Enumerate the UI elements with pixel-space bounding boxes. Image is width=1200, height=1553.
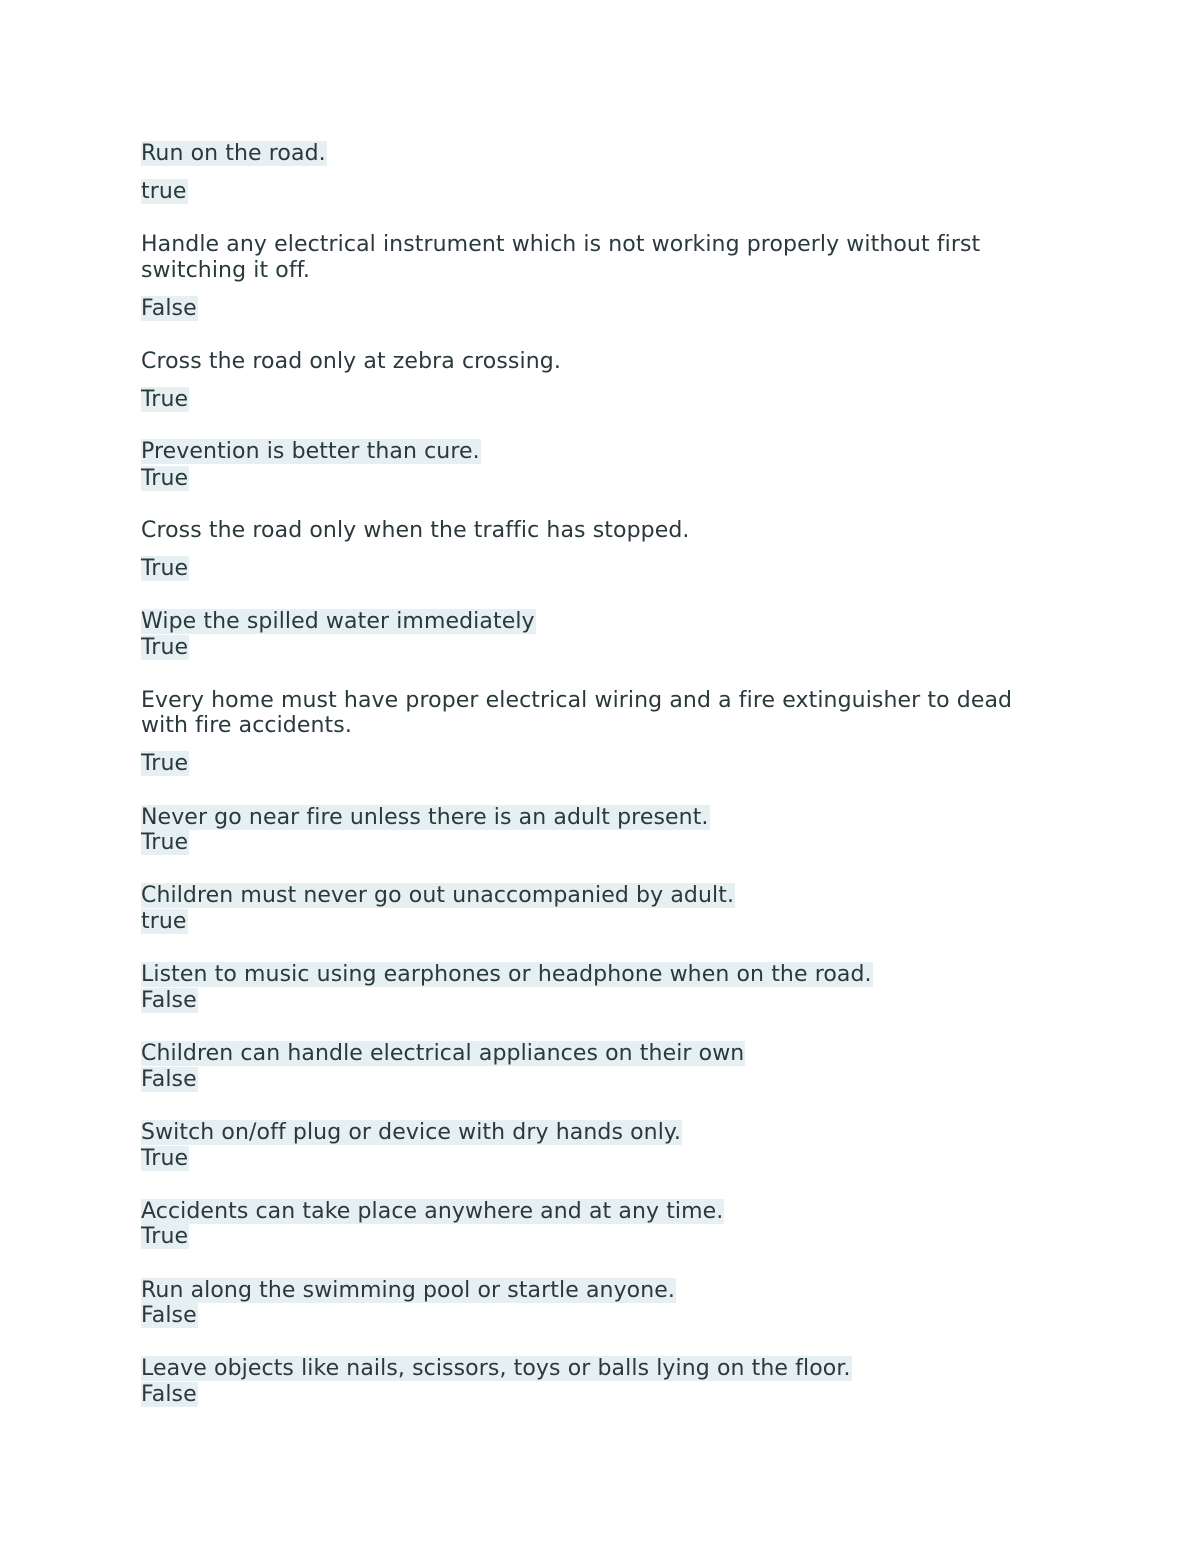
- answer-highlight: True: [141, 387, 189, 412]
- statement-text: Handle any electrical instrument which is not working properly without first: [141, 232, 981, 257]
- answer-text: [141, 635, 189, 661]
- answer-highlight: False: [141, 988, 197, 1013]
- answer-highlight: True: [141, 635, 189, 660]
- statement-highlight: Children can handle electrical appliances on their own: [141, 1041, 745, 1066]
- statement-highlight: Prevention is better than cure.: [141, 439, 480, 464]
- answer-text: [141, 1382, 198, 1408]
- statement-text: Cross the road only at zebra crossing.: [141, 349, 561, 374]
- statement-highlight: Listen to music using earphones or headphone when on the road.: [141, 962, 872, 987]
- statement-text: [141, 1041, 745, 1067]
- statement-text: [141, 1356, 852, 1382]
- answer-text: [141, 751, 189, 777]
- statement-highlight: Run on the road.: [141, 141, 326, 166]
- answer-text: [141, 1067, 198, 1093]
- statement-highlight: Switch on/off plug or device with dry hands only.: [141, 1120, 681, 1145]
- statement-text: [141, 141, 327, 167]
- answer-highlight: True: [141, 751, 189, 776]
- statement-text-continued: switching it off.: [141, 258, 311, 283]
- answer-highlight: True: [141, 466, 189, 491]
- statement-highlight: Leave objects like nails, scissors, toys or balls lying on the floor.: [141, 1356, 851, 1381]
- answer-highlight: True: [141, 556, 189, 581]
- statement-text: [141, 962, 873, 988]
- answer-highlight: True: [141, 830, 189, 855]
- answer-highlight: False: [141, 1382, 197, 1407]
- statement-highlight: Wipe the spilled water immediately: [141, 609, 535, 634]
- answer-text: [141, 466, 189, 492]
- answer-text: [141, 556, 189, 582]
- answer-text: [141, 1303, 198, 1329]
- answer-highlight: True: [141, 1224, 189, 1249]
- answer-highlight: true: [141, 909, 187, 934]
- statement-text: [141, 609, 536, 635]
- statement-text: [141, 1120, 682, 1146]
- answer-highlight: True: [141, 1146, 189, 1171]
- statement-highlight: Run along the swimming pool or startle anyone.: [141, 1278, 676, 1303]
- statement-highlight: Accidents can take place anywhere and at any time.: [141, 1199, 724, 1224]
- answer-text: [141, 909, 188, 935]
- statement-text-continued: with fire accidents.: [141, 713, 352, 738]
- answer-text: [141, 179, 188, 205]
- statement-text: [141, 1278, 676, 1304]
- statement-text: [141, 439, 481, 465]
- answer-highlight: False: [141, 1303, 197, 1328]
- statement-text: Cross the road only when the traffic has stopped.: [141, 518, 690, 543]
- statement-text: [141, 1199, 724, 1225]
- answer-text: [141, 296, 198, 322]
- answer-text: [141, 1146, 189, 1172]
- answer-highlight: False: [141, 1067, 197, 1092]
- statement-highlight: Children must never go out unaccompanied by adult.: [141, 883, 735, 908]
- answer-text: [141, 988, 198, 1014]
- answer-highlight: true: [141, 179, 187, 204]
- statement-text: Every home must have proper electrical wiring and a fire extinguisher to dead: [141, 688, 1013, 713]
- answer-text: [141, 830, 189, 856]
- answer-highlight: False: [141, 296, 197, 321]
- answer-text: [141, 1224, 189, 1250]
- statement-text: [141, 805, 710, 831]
- statement-highlight: Never go near fire unless there is an adult present.: [141, 805, 709, 830]
- statement-text: [141, 883, 735, 909]
- answer-text: [141, 387, 189, 413]
